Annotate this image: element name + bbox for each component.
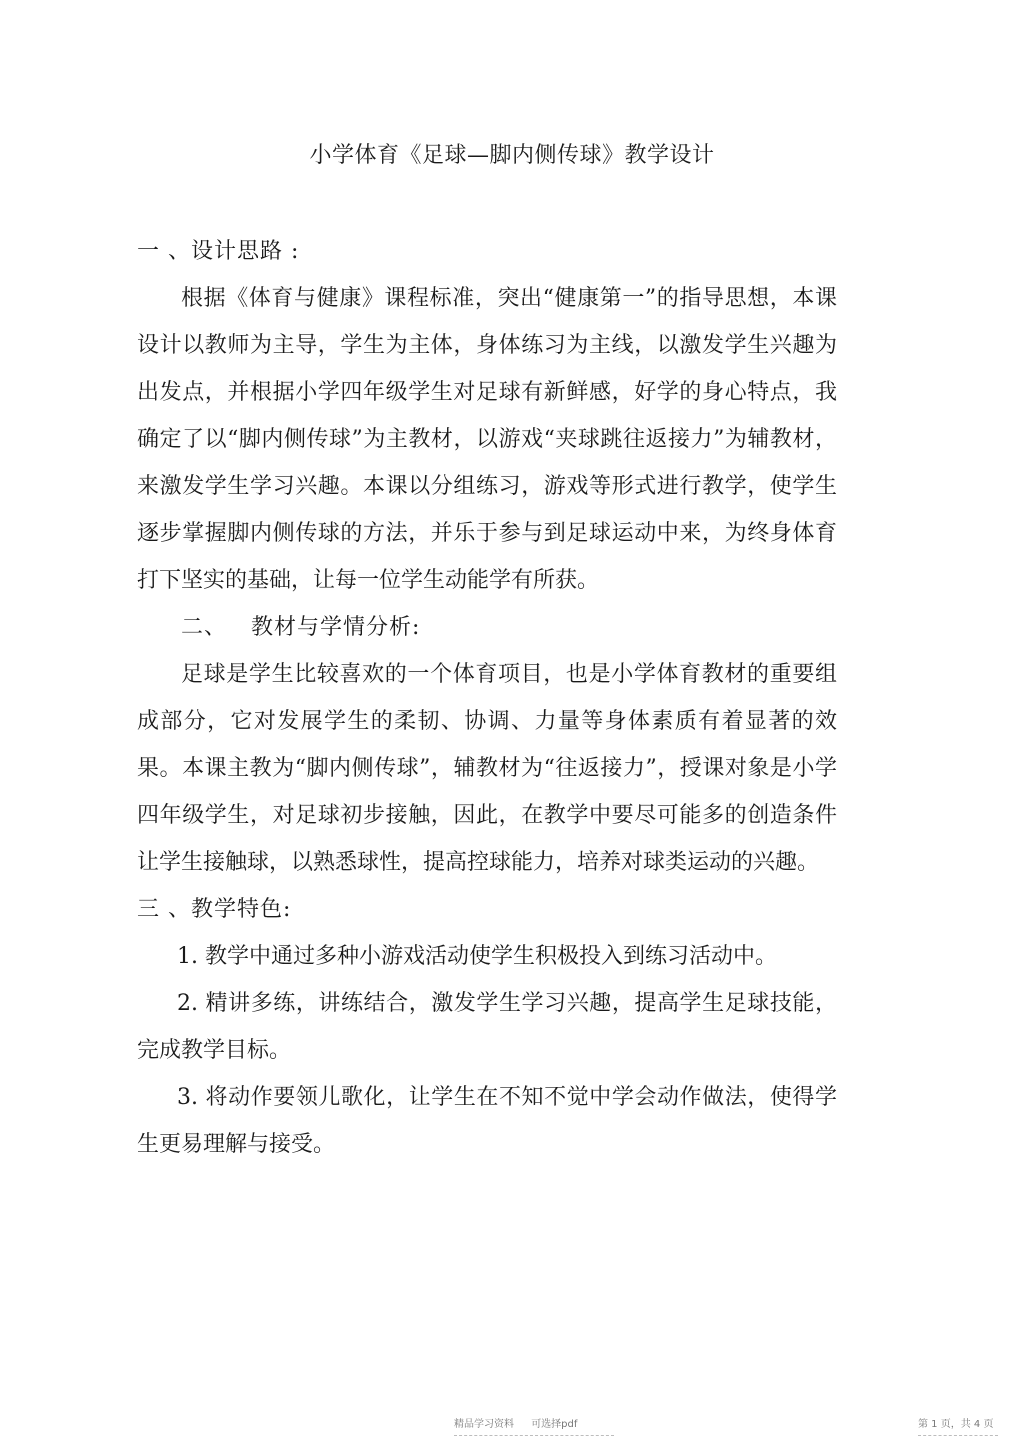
- footer-label-a: 精品学习资料: [454, 1419, 514, 1430]
- section-2-paragraph: 足球是学生比较喜欢的一个体育项目，也是小学体育教材的重要组成部分，它对发展学生的柔韧、协调、力量等身体素质有着显著的效果。本课主教为“脚内侧传球”，辅教材为“往返接力”，授课对象是小学四年级学生，对足球初步接触，因此，在教学中要尽可能多的创造条件让学生接触球，以熟悉球性，提高控球能力，培养对球类运动的兴趣。: [137, 662, 837, 875]
- page-title: 小学体育《足球—脚内侧传球》教学设计: [309, 143, 715, 168]
- document-body: [137, 228, 837, 1168]
- section-2-heading: 二、 教材与学情分析:: [181, 615, 421, 640]
- section-3-heading: 三 、教学特色:: [137, 897, 292, 922]
- feature-item-1: 1. 教学中通过多种小游戏活动使学生积极投入到练习活动中。: [177, 944, 777, 969]
- footer-label-b: 可选择pdf: [531, 1419, 578, 1430]
- section-1-heading: 一 、设计思路 :: [137, 239, 300, 264]
- section-1-paragraph: 根据《体育与健康》课程标准，突出“健康第一”的指导思想，本课设计以教师为主导，学生为主体，身体练习为主线，以激发学生兴趣为出发点，并根据小学四年级学生对足球有新鲜感，好学的身心特点，我确定了以“脚内侧传球”为主教材，以游戏“夹球跳往返接力”为辅教材，来激发学生学习兴趣。本课以分组练习，游戏等形式进行教学，使学生逐步掌握脚内侧传球的方法，并乐于参与到足球运动中来，为终身体育打下坚实的基础，让每一位学生动能学有所获。: [137, 286, 837, 593]
- footer-watermark: [454, 1415, 614, 1436]
- page-number: 第 1 页，共 4 页: [918, 1415, 998, 1436]
- feature-item-2: 2. 精讲多练，讲练结合，激发学生学习兴趣，提高学生足球技能，完成教学目标。: [137, 991, 837, 1063]
- feature-item-3: 3. 将动作要领儿歌化，让学生在不知不觉中学会动作做法，使得学生更易理解与接受。: [137, 1085, 837, 1157]
